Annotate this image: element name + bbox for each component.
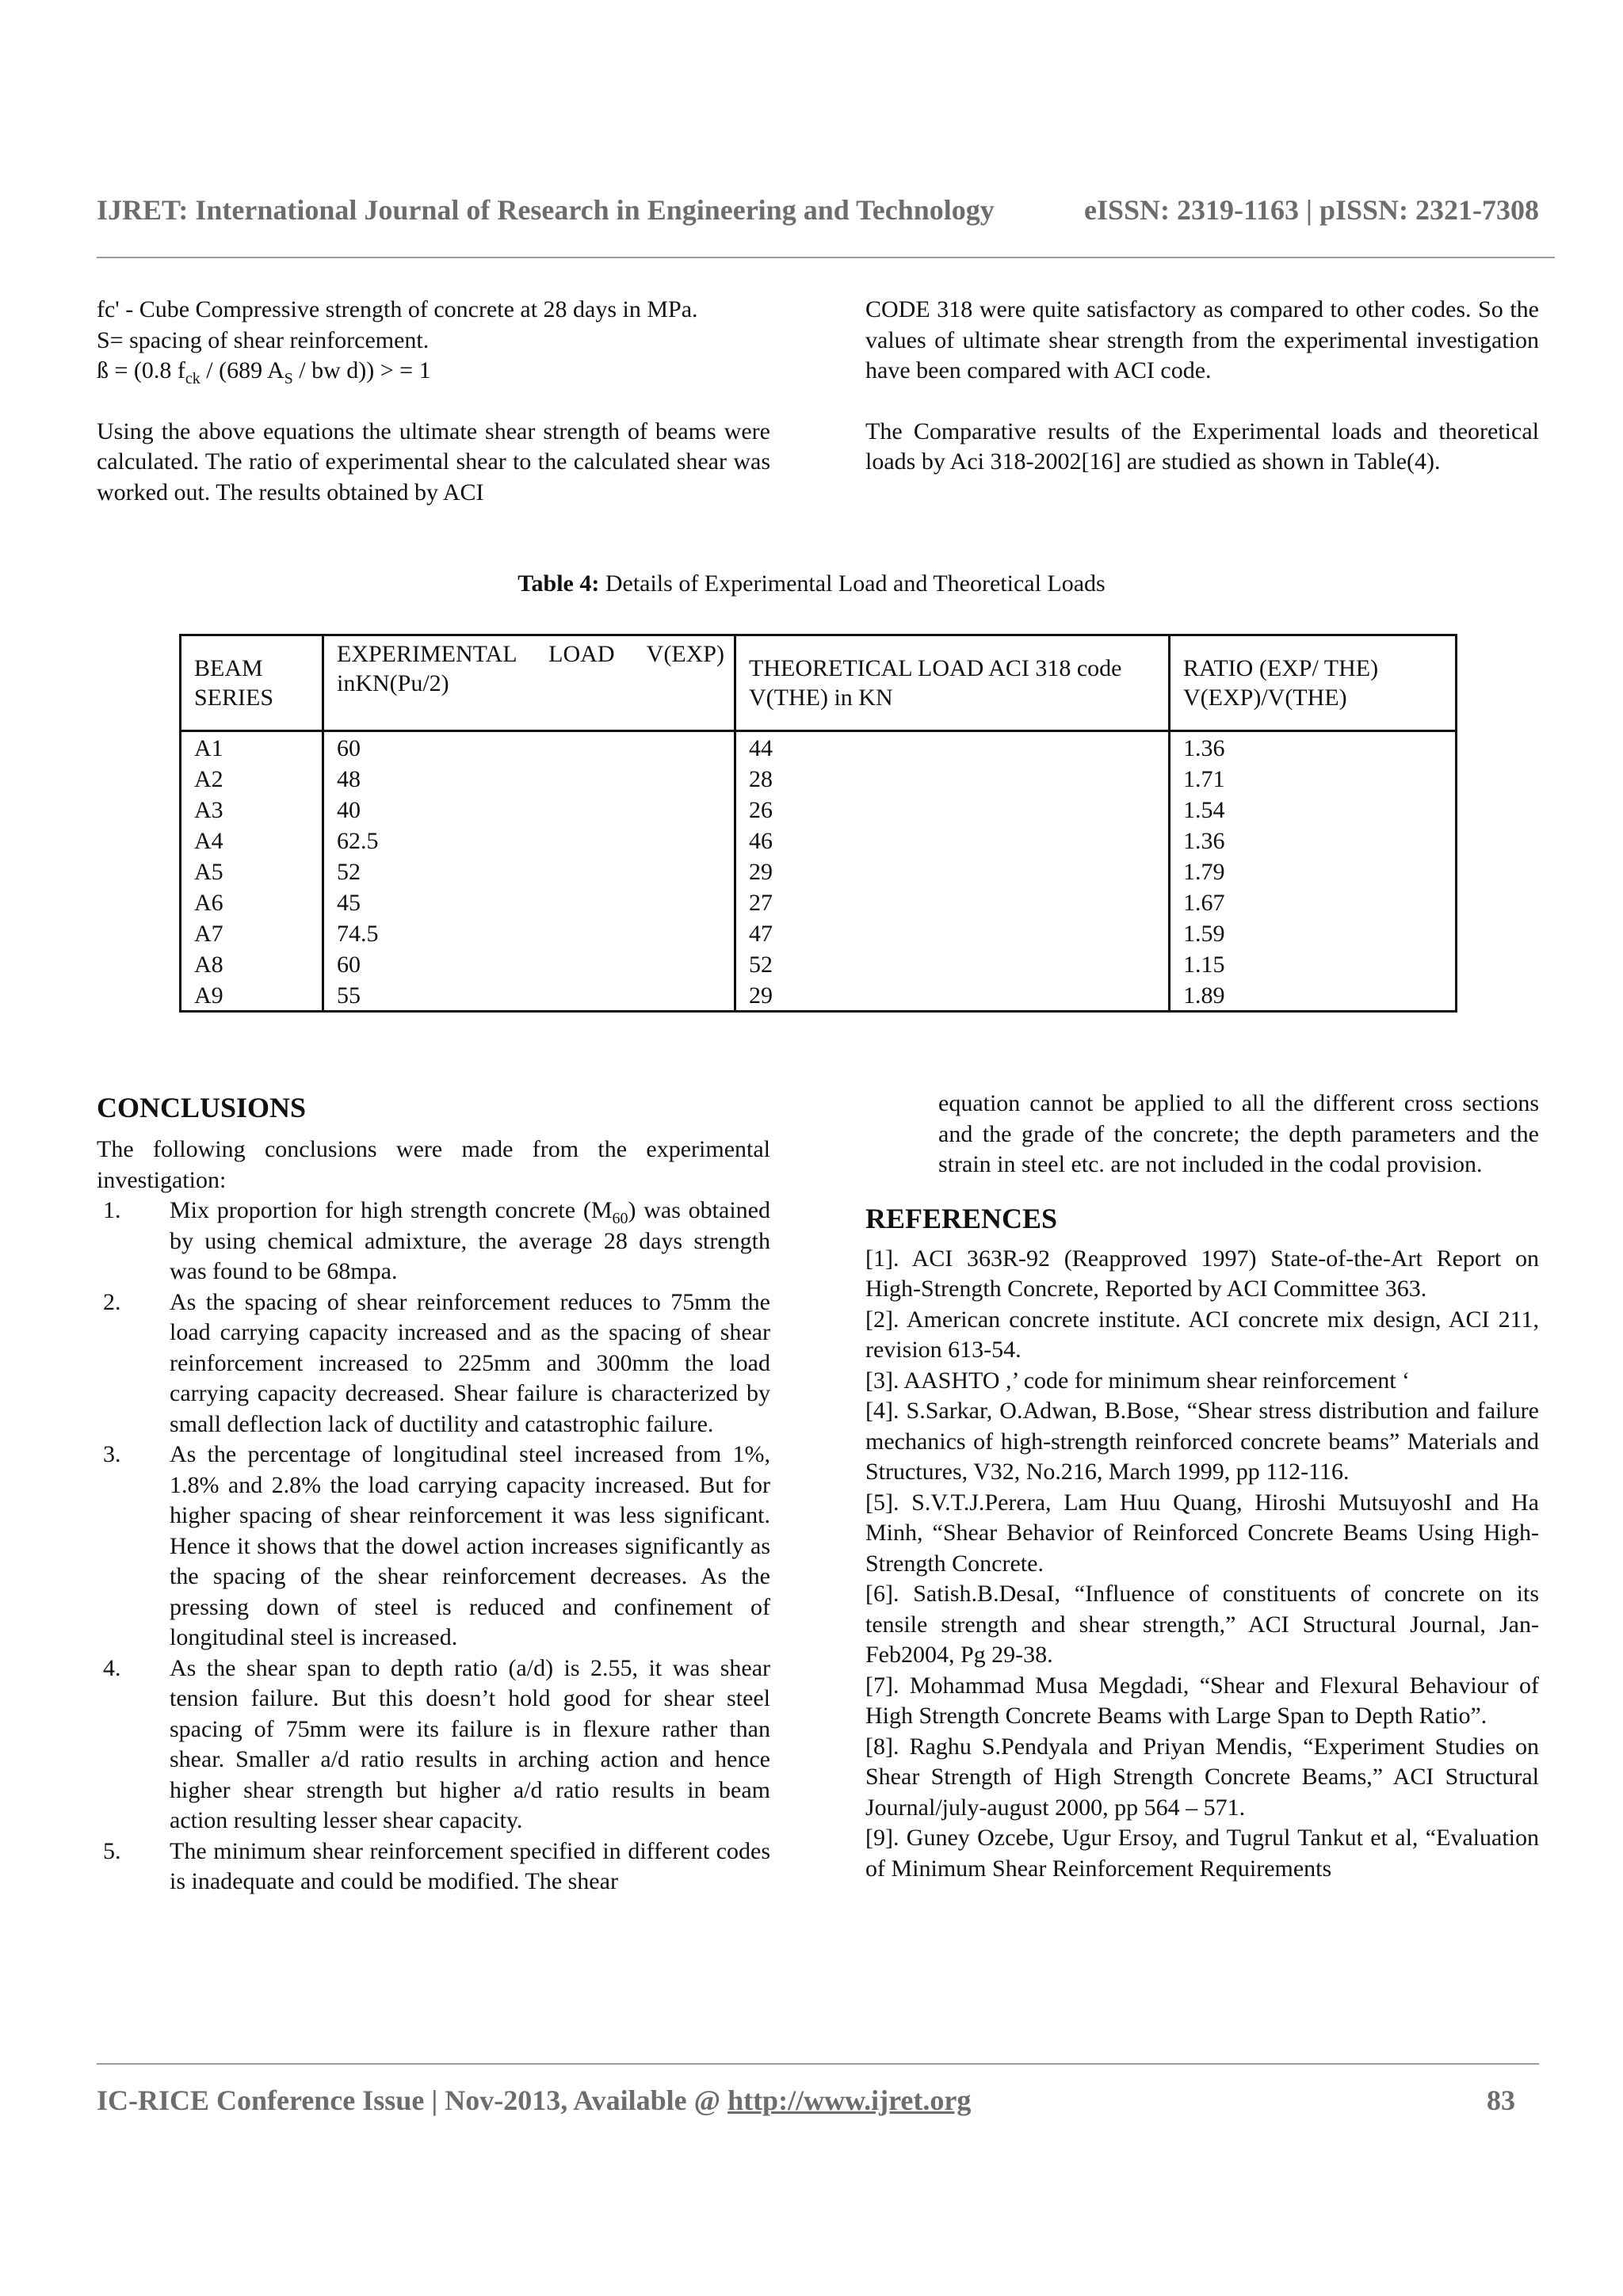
- cell-beam: A8: [181, 948, 323, 979]
- conclusions-list: [97, 1196, 770, 1897]
- list-item: 5. The minimum shear reinforcement specified in different codes is inadequate and could be modified. The shear: [103, 1837, 770, 1894]
- table-row: [181, 856, 1457, 887]
- cell-ratio: 1.36: [1170, 825, 1457, 856]
- reference-item: [7]. Mohammad Musa Megdadi, “Shear and Flexural Behaviour of High Strength Concrete Beams with Large Span to Depth Ratio”.: [865, 1672, 1539, 1729]
- journal-link[interactable]: http://www.ijret.org: [727, 2084, 972, 2116]
- cell-the: 52: [735, 948, 1170, 979]
- header-beam-series: BEAM SERIES: [181, 635, 323, 731]
- cell-exp: 60: [323, 948, 735, 979]
- table-row: [181, 794, 1457, 825]
- list-item: 1. Mix proportion for high strength concrete $(M_{60})$ was obtained by using chemical admixture, the average 28 days strength was found to be 68mpa.: [103, 1197, 770, 1284]
- cell-exp: 60: [323, 731, 735, 764]
- cell-ratio: 1.71: [1170, 763, 1457, 794]
- table-header-row: [181, 635, 1457, 731]
- reference-item: [1]. ACI 363R-92 (Reapproved 1997) State-of-the-Art Report on High-Strength Concrete, Reported by ACI Committee 363.: [865, 1245, 1539, 1302]
- cell-ratio: 1.79: [1170, 856, 1457, 887]
- table-row: [181, 979, 1457, 1012]
- list-item: 2. As the spacing of shear reinforcement reduces to 75mm the load carrying capacity increased and as the spacing of shear reinforcement increased to 225mm and 300mm the load carrying capacity decreased. Shear failure is characterized by small deflection lack of ductility and catastrophic failure.: [103, 1288, 770, 1437]
- right-column-top: [865, 295, 1539, 478]
- cell-exp: 52: [323, 856, 735, 887]
- conclusions-intro: The following conclusions were made from the experimental investigation:: [97, 1136, 770, 1193]
- cell-beam: A4: [181, 825, 323, 856]
- cell-the: 44: [735, 731, 1170, 764]
- reference-item: [6]. Satish.B.DesaI, “Influence of constituents of concrete on its tensile strength and shear strength,” ACI Structural Journal, Jan-Feb2004, Pg 29-38.: [865, 1581, 1539, 1668]
- header-theoretical-load: THEORETICAL LOAD ACI 318 code V(THE) in KN: [735, 635, 1170, 731]
- cell-the: 29: [735, 856, 1170, 887]
- references-heading: REFERENCES: [865, 1202, 1058, 1234]
- cell-the: 29: [735, 979, 1170, 1012]
- references-list: [865, 1244, 1539, 1885]
- cell-beam: A7: [181, 917, 323, 948]
- issn: eISSN: 2319-1163 | pISSN: 2321-7308: [1084, 194, 1539, 226]
- cell-ratio: 1.89: [1170, 979, 1457, 1012]
- table-row: [181, 948, 1457, 979]
- cell-the: 26: [735, 794, 1170, 825]
- table-caption: Table 4: Details of Experimental Load and Theoretical Loads: [517, 570, 1106, 597]
- right-column-bottom: [865, 1089, 1539, 1884]
- left-column-top: [97, 295, 770, 508]
- cell-the: 47: [735, 917, 1170, 948]
- cell-beam: A2: [181, 763, 323, 794]
- cell-exp: 48: [323, 763, 735, 794]
- reference-item: [9]. Guney Ozcebe, Ugur Ersoy, and Tugrul Tankut et al, “Evaluation of Minimum Shear Reinforcement Requirements: [865, 1825, 1539, 1882]
- table-row: [181, 887, 1457, 917]
- results-paragraph: Using the above equations the ultimate shear strength of beams were calculated. The ratio of experimental shear to the calculated shear was worked out. The results obtained by ACI: [97, 418, 770, 505]
- cell-the: 28: [735, 763, 1170, 794]
- journal-title: IJRET: International Journal of Research in Engineering and Technology: [97, 194, 995, 226]
- conclusions-continuation: equation cannot be applied to all the different cross sections and the grade of the concrete; the depth parameters and the strain in steel etc. are not included in the codal provision.: [938, 1090, 1539, 1177]
- cell-ratio: 1.15: [1170, 948, 1457, 979]
- definition-fc: fc' - Cube Compressive strength of concrete at 28 days in MPa.: [97, 296, 698, 322]
- results-table: [179, 634, 1457, 1013]
- cell-beam: A6: [181, 887, 323, 917]
- page-number: 83: [1487, 2084, 1515, 2116]
- cell-exp: 62.5: [323, 825, 735, 856]
- cell-ratio: 1.67: [1170, 887, 1457, 917]
- cell-exp: 74.5: [323, 917, 735, 948]
- running-footer: [97, 2084, 1515, 2117]
- header-experimental-load: EXPERIMENTAL LOAD V(EXP) inKN(Pu/2): [323, 635, 735, 731]
- reference-item: [2]. American concrete institute. ACI concrete mix design, ACI 211, revision 613-54.: [865, 1306, 1539, 1363]
- header-ratio: RATIO (EXP/ THE) V(EXP)/V(THE): [1170, 635, 1457, 731]
- reference-item: [4]. S.Sarkar, O.Adwan, B.Bose, “Shear stress distribution and failure mechanics of high-strength reinforced concrete beams” Materials and Structures, V32, No.216, March 1999, pp 112-116.: [865, 1398, 1539, 1485]
- cell-beam: A9: [181, 979, 323, 1012]
- conclusions-heading: CONCLUSIONS: [97, 1092, 307, 1123]
- cell-ratio: 1.59: [1170, 917, 1457, 948]
- reference-item: [8]. Raghu S.Pendyala and Priyan Mendis, “Experiment Studies on Shear Strength of High Strength Concrete Beams,” ACI Structural Journal/july-august 2000, pp 564 – 571.: [865, 1733, 1539, 1821]
- definition-s: S= spacing of shear reinforcement.: [97, 326, 430, 353]
- beta-equation: ß = (0.8 $f_{ck} / (689$ $A_S$ / bw d)) > = 1: [97, 357, 431, 387]
- table-row: [181, 731, 1457, 764]
- table-row: [181, 763, 1457, 794]
- list-item: 4. As the shear span to depth ratio (a/d) is 2.55, it was shear tension failure. But this doesn’t hold good for shear steel spacing of 75mm were its failure is in flexure rather than shear. Smaller a/d ratio results in arching action and hence higher shear strength but higher a/d ratio results in beam action resulting lesser shear capacity.: [103, 1654, 770, 1833]
- cell-beam: A5: [181, 856, 323, 887]
- cell-exp: 40: [323, 794, 735, 825]
- cell-ratio: 1.54: [1170, 794, 1457, 825]
- list-item: 3. As the percentage of longitudinal steel increased from 1%, 1.8% and 2.8% the load carrying capacity increased. But for higher spacing of shear reinforcement it was less significant. Hence it shows that the dowel action increases significantly as the spacing of the shear reinforcement decreases. As the pressing down of steel is reduced and confinement of longitudinal steel is increased.: [103, 1441, 770, 1650]
- cell-exp: 55: [323, 979, 735, 1012]
- footer-conference: IC-RICE Conference Issue | Nov-2013, Available @ http://www.ijret.org: [97, 2084, 972, 2116]
- footer-rule: [97, 2063, 1539, 2065]
- cell-exp: 45: [323, 887, 735, 917]
- conclusions-section: [97, 1090, 770, 1897]
- cell-ratio: 1.36: [1170, 731, 1457, 764]
- running-header: [97, 193, 1539, 227]
- cell-beam: A1: [181, 731, 323, 764]
- reference-item: [3]. AASHTO ,’ code for minimum shear reinforcement ‘: [865, 1367, 1411, 1394]
- table-row: [181, 917, 1457, 948]
- cell-beam: A3: [181, 794, 323, 825]
- reference-item: [5]. S.V.T.J.Perera, Lam Huu Quang, Hiroshi MutsuyoshI and Ha Minh, “Shear Behavior of Reinforced Concrete Beams Using High-Strength Concrete.: [865, 1489, 1539, 1577]
- cell-the: 27: [735, 887, 1170, 917]
- cell-the: 46: [735, 825, 1170, 856]
- aci-paragraph: CODE 318 were quite satisfactory as compared to other codes. So the values of ultimate shear strength from the experimental investigation have been compared with ACI code.: [865, 296, 1539, 383]
- table-row: [181, 825, 1457, 856]
- comparative-paragraph: The Comparative results of the Experimental loads and theoretical loads by Aci 318-2002[16] are studied as shown in Table(4).: [865, 418, 1539, 475]
- header-rule: [97, 257, 1555, 258]
